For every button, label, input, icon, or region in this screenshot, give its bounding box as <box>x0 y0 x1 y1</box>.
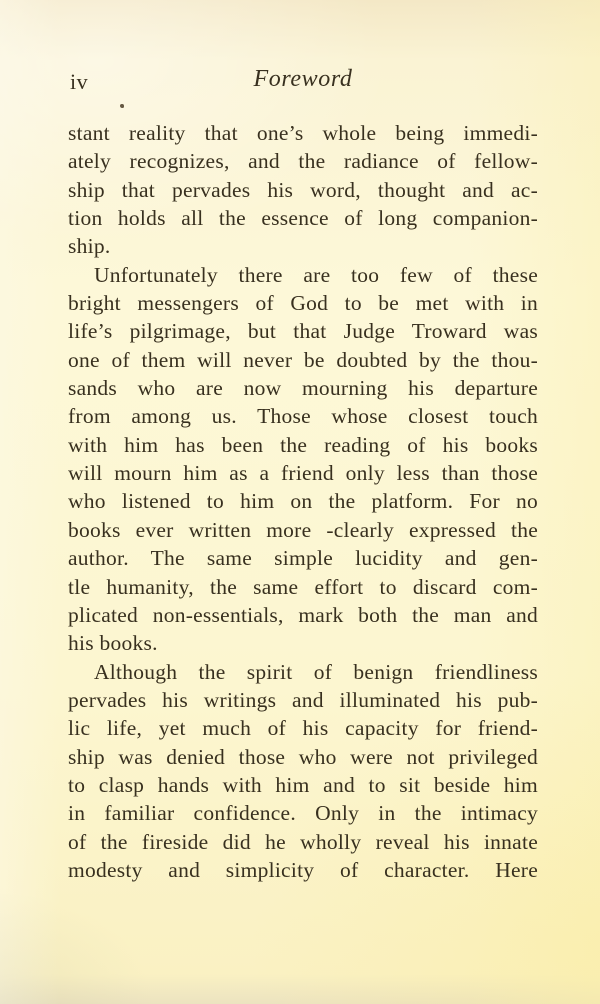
text-line: tle humanity, the same effort to discard com- <box>68 574 538 599</box>
paragraph <box>68 261 538 658</box>
text-line: bright messengers of God to be met with in <box>68 291 538 316</box>
text-line: his books. <box>68 631 158 656</box>
text-line: from among us. Those whose closest touch <box>68 404 538 429</box>
text-line: plicated non-essentials, mark both the man and <box>68 602 538 627</box>
text-line: tion holds all the essence of long companion- <box>68 206 538 231</box>
text-line: modesty and simplicity of character. Here <box>68 857 538 882</box>
text-line: sands who are now mourning his departure <box>68 376 538 401</box>
ink-speck <box>120 104 124 108</box>
text-line: Although the spirit of benign friendliness <box>94 659 538 684</box>
paragraph <box>68 658 538 885</box>
body-text <box>68 119 538 884</box>
text-line: books ever written more -clearly expressed the <box>68 517 538 542</box>
text-line: ship. <box>68 234 111 259</box>
text-line: ship that pervades his word, thought and ac- <box>68 177 538 202</box>
text-line: ship was denied those who were not privileged <box>68 744 538 769</box>
text-line: to clasp hands with him and to sit beside him <box>68 772 538 797</box>
text-line: life’s pilgrimage, but that Judge Troward was <box>68 319 538 344</box>
text-line: who listened to him on the platform. For no <box>68 489 538 514</box>
text-line: stant reality that one’s whole being immedi- <box>68 121 538 145</box>
text-line: in familiar confidence. Only in the intimacy <box>68 801 538 826</box>
running-title: Foreword <box>253 66 353 92</box>
text-line: ately recognizes, and the radiance of fellow- <box>68 149 538 174</box>
page-number: iv <box>70 69 89 94</box>
text-line: with him has been the reading of his books <box>68 432 538 457</box>
text-line: Unfortunately there are too few of these <box>94 262 538 287</box>
text-line: of the fireside did he wholly reveal his innate <box>68 829 538 854</box>
text-line: pervades his writings and illuminated his pub- <box>68 687 538 712</box>
text-line: author. The same simple lucidity and gen- <box>68 546 538 571</box>
paragraph <box>68 119 538 261</box>
text-line: lic life, yet much of his capacity for friend- <box>68 716 538 741</box>
text-line: will mourn him as a friend only less than those <box>68 461 538 486</box>
text-line: one of them will never be doubted by the thou- <box>68 347 538 372</box>
running-head <box>68 66 538 100</box>
